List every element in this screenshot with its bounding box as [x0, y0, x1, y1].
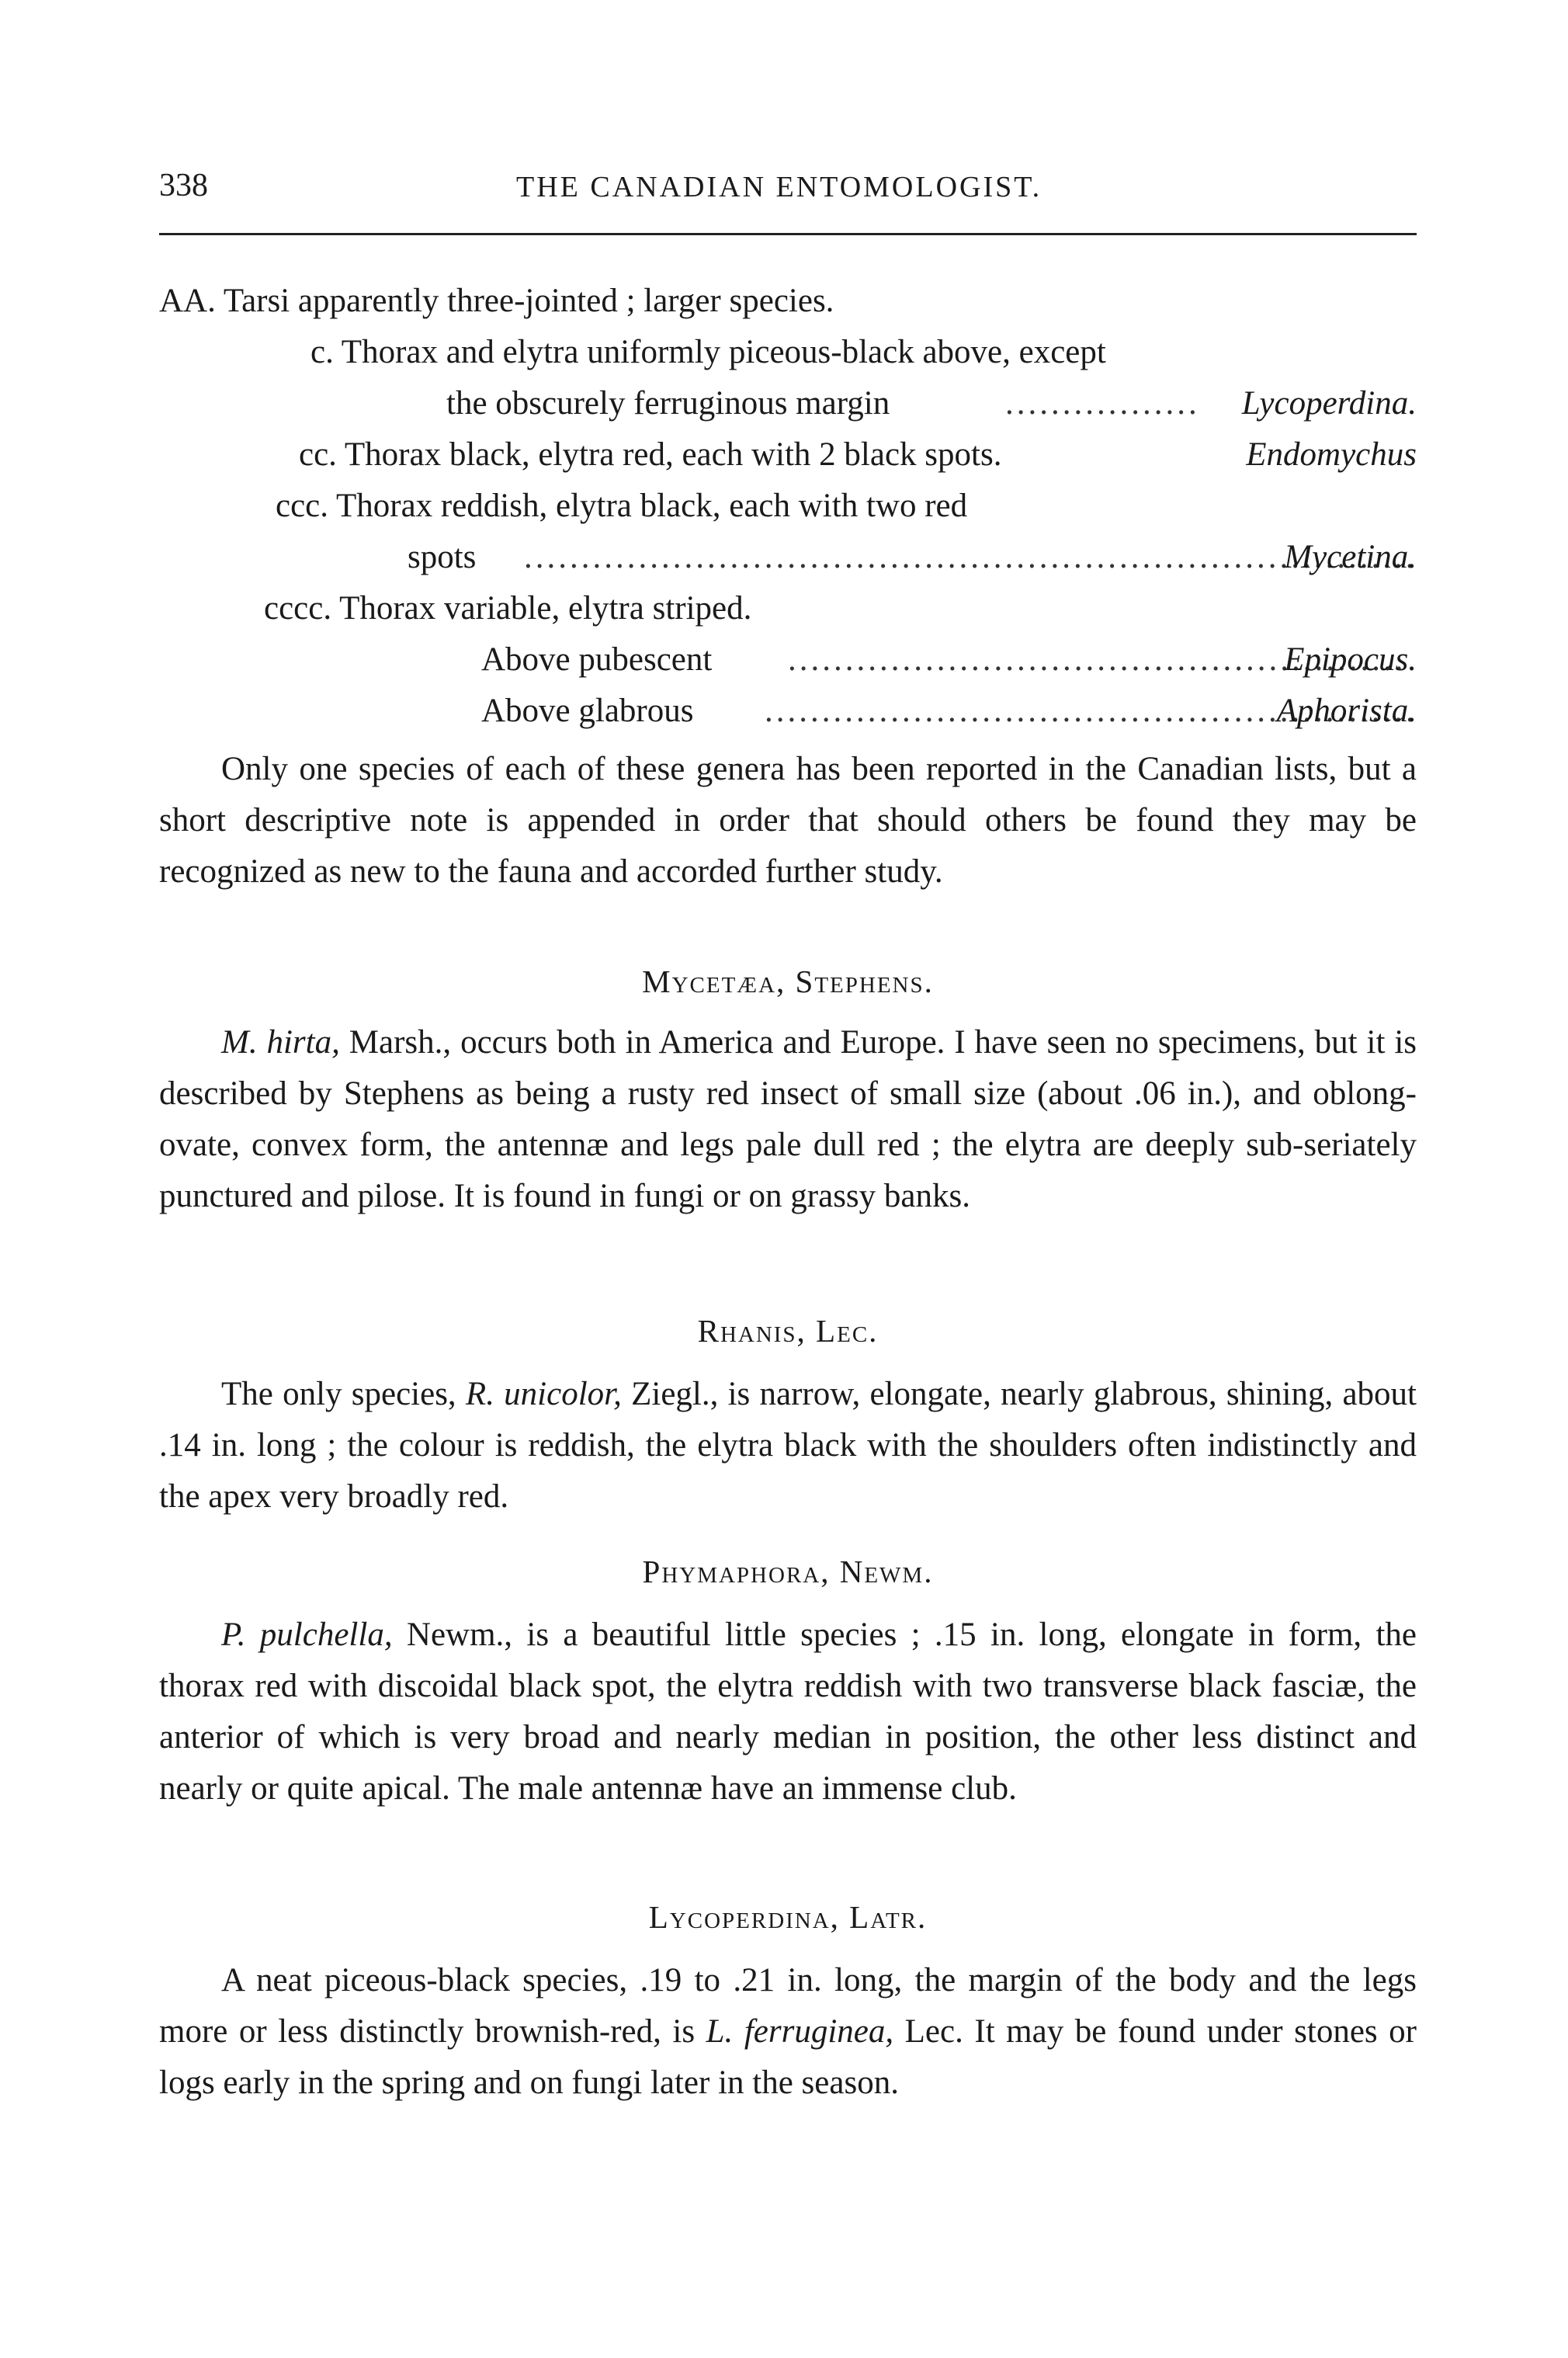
- section-body-rhanis: [159, 1369, 1417, 1523]
- section-lead: The only species,: [221, 1376, 466, 1412]
- key-cccc: cccc. Thorax variable, elytra striped.: [264, 590, 752, 627]
- section-paragraph: [159, 1955, 1417, 2109]
- key-ccc-leader: [524, 532, 1413, 583]
- intro-text: Only one species of each of these genera has been reported in the Canadian lists, but a short descriptive note is appended in order that should others be found they may be recognized as new to the fauna and accorded further study.: [159, 751, 1417, 890]
- section-heading-lycoperdina: Lycoperdina, Latr.: [648, 1899, 928, 1935]
- section-paragraph: [159, 1017, 1417, 1222]
- key-gla-genus: Aphorista.: [1276, 693, 1417, 729]
- key-cc-genus: Endomychus: [1246, 436, 1417, 473]
- key-aa: AA. Tarsi apparently three-jointed ; larger species.: [159, 283, 834, 319]
- species-name: M. hirta,: [221, 1024, 340, 1061]
- section-text: Marsh., occurs both in America and Europe. I have seen no specimens, but it is described by Stephens as being a rusty red insect of small size (about .06 in.), and oblong-ovate, convex form, the antennæ and legs pale dull red ; the elytra are deeply sub-seriately punctured and pilose. It is found in fungi or on grassy banks.: [159, 1024, 1417, 1214]
- identification-key: [159, 276, 1417, 729]
- section-text: Ziegl., is narrow, elongate, nearly glabrous, shining, about .14 in. long ; the colour is reddish, the elytra black with the shoulders often indistinctly and the apex very broadly red.: [159, 1376, 1417, 1515]
- section-lead: A neat piceous-black species, .19 to .21 in. long, the margin of the body and the legs more or less distinctly brownish-red, is: [159, 1962, 1417, 2050]
- section-text: Newm., is a beautiful little species ; .15 in. long, elongate in form, the thorax red with discoidal black spot, the elytra reddish with two transverse black fasciæ, the anterior of which is very broad and nearly median in position, the other less distinct and nearly or quite apical. The male antennæ have an immense club.: [159, 1617, 1417, 1807]
- section-paragraph: [159, 1610, 1417, 1815]
- header-rule: [159, 233, 1417, 235]
- key-ccc-genus: Mycetina.: [1284, 539, 1417, 575]
- section-text: Lec. It may be found under stones or logs early in the spring and on fungi later in the season.: [159, 2013, 1417, 2101]
- page-header: [159, 167, 1417, 214]
- key-ccc-line2: spots: [408, 539, 477, 575]
- section-heading-phymaphora: Phymaphora, Newm.: [642, 1554, 934, 1589]
- section-body-mycetaea: [159, 1017, 1417, 1222]
- section-heading-rhanis: Rhanis, Lec.: [697, 1313, 879, 1349]
- key-above-pubescent: Above pubescent: [481, 641, 713, 678]
- section-heading-mycetaea: Mycetæa, Stephens.: [642, 964, 934, 999]
- section-body-phymaphora: [159, 1610, 1417, 1815]
- running-title: THE CANADIAN ENTOMOLOGIST.: [516, 171, 1042, 203]
- key-ccc-line1: ccc. Thorax reddish, elytra black, each with two red: [276, 488, 968, 524]
- key-pub-genus: Epipocus.: [1284, 641, 1417, 678]
- key-cc-text: cc. Thorax black, elytra red, each with 2 black spots.: [299, 436, 1002, 473]
- species-name: L. ferruginea,: [706, 2013, 894, 2050]
- key-c-line2: the obscurely ferruginous margin: [446, 385, 890, 422]
- page-number: 338: [159, 168, 208, 203]
- key-above-glabrous: Above glabrous: [481, 693, 694, 729]
- intro-paragraph: [159, 744, 1417, 898]
- species-name: P. pulchella,: [221, 1617, 393, 1653]
- key-c-line1: c. Thorax and elytra uniformly piceous-black above, except: [310, 334, 1106, 370]
- section-paragraph: [159, 1369, 1417, 1523]
- section-body-lycoperdina: [159, 1955, 1417, 2109]
- key-c-leader: [1005, 378, 1199, 429]
- key-c-genus: Lycoperdina.: [1241, 385, 1417, 422]
- species-name: R. unicolor,: [465, 1376, 622, 1412]
